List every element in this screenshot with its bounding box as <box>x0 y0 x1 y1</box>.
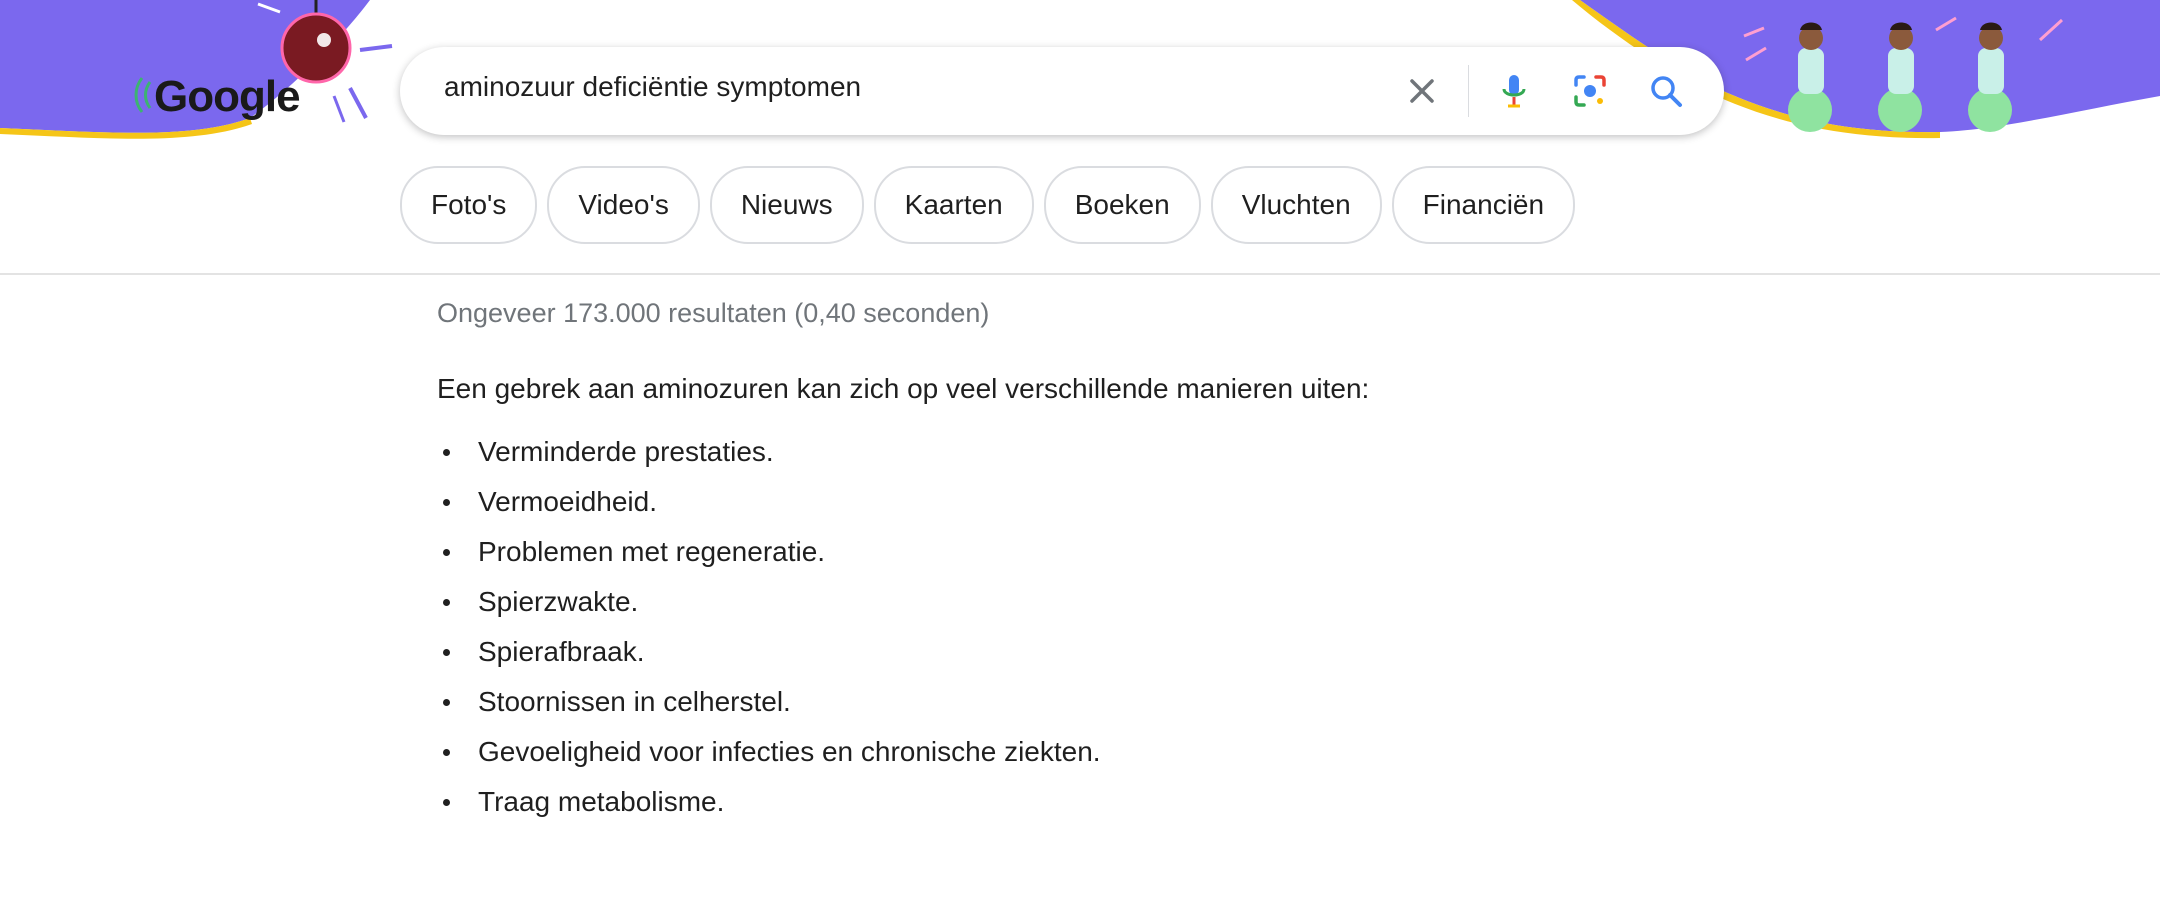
logo-wordmark: Google <box>154 72 300 121</box>
list-item-text: Problemen met regeneratie. <box>478 536 826 567</box>
list-item-text: Spierafbraak. <box>478 636 645 667</box>
chip-photos[interactable]: Foto's <box>400 166 537 244</box>
chip-flights[interactable]: Vluchten <box>1211 166 1382 244</box>
list-item-text: Traag metabolisme. <box>478 786 725 817</box>
list-item <box>437 632 1101 682</box>
list-item <box>437 432 1101 482</box>
snippet-intro: Een gebrek aan aminozuren kan zich op veel verschillende manieren uiten: <box>437 373 1370 404</box>
bullet-icon <box>443 799 450 806</box>
bullet-icon <box>443 549 450 556</box>
list-item-text: Gevoeligheid voor infecties en chronische ziekten. <box>478 736 1101 767</box>
chip-finance[interactable]: Financiën <box>1392 166 1575 244</box>
list-item <box>437 682 1101 732</box>
search-box-divider <box>1468 65 1469 117</box>
bullet-icon <box>443 599 450 606</box>
result-stats: Ongeveer 173.000 resultaten (0,40 seconden) <box>437 298 990 328</box>
search-input[interactable]: aminozuur deficiëntie symptomen <box>444 71 862 102</box>
google-doodle-logo[interactable] <box>130 0 400 140</box>
dancers-illustration <box>1740 0 2070 140</box>
bullet-icon <box>443 499 450 506</box>
chip-maps[interactable]: Kaarten <box>874 166 1034 244</box>
bullet-icon <box>443 749 450 756</box>
snippet-list <box>437 432 1101 832</box>
chip-news[interactable]: Nieuws <box>710 166 864 244</box>
list-item-text: Spierzwakte. <box>478 586 639 617</box>
list-item-text: Verminderde prestaties. <box>478 436 774 467</box>
list-item <box>437 782 1101 832</box>
list-item <box>437 732 1101 782</box>
list-item <box>437 482 1101 532</box>
list-item <box>437 532 1101 582</box>
chip-videos[interactable]: Video's <box>547 166 699 244</box>
bullet-icon <box>443 449 450 456</box>
header-divider <box>0 273 2160 275</box>
microphone-icon[interactable] <box>1492 69 1536 113</box>
list-item <box>437 582 1101 632</box>
list-item-text: Stoornissen in celherstel. <box>478 686 791 717</box>
camera-lens-icon[interactable] <box>1568 69 1612 113</box>
search-icon[interactable] <box>1644 69 1688 113</box>
search-box[interactable] <box>400 47 1724 135</box>
bullet-icon <box>443 649 450 656</box>
chip-books[interactable]: Boeken <box>1044 166 1201 244</box>
search-filter-chips <box>400 166 1575 244</box>
close-icon[interactable] <box>1400 69 1444 113</box>
bullet-icon <box>443 699 450 706</box>
list-item-text: Vermoeidheid. <box>478 486 658 517</box>
